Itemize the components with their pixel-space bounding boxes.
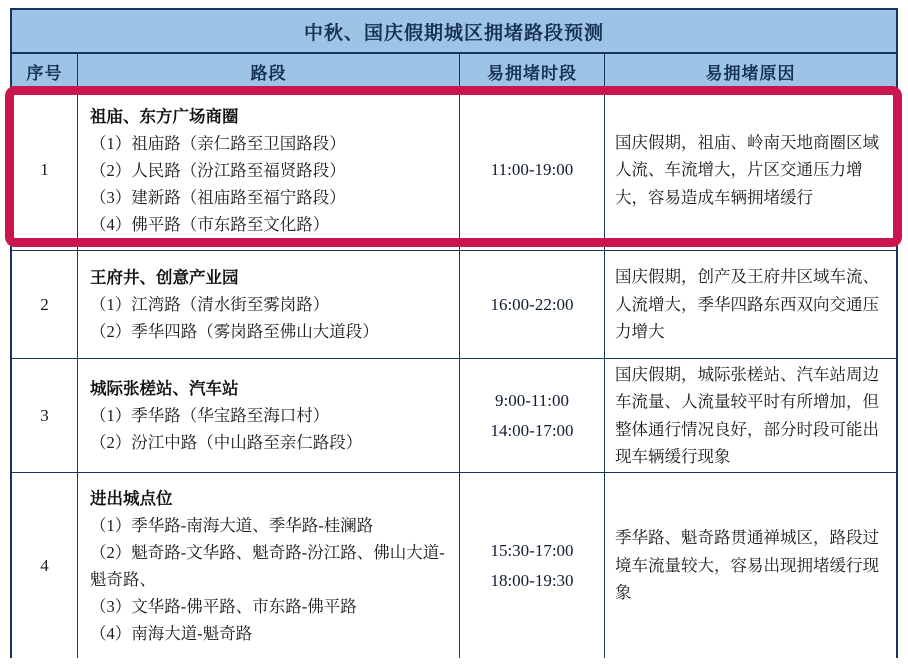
road-section-cell (78, 90, 460, 250)
reason-text: 国庆假期，城际张槎站、汽车站周边车流量、人流量较平时有所增加，但整体通行情况良好，部分时段可能出现车辆缓行现象 (615, 364, 879, 466)
time-range: 14:00-17:00 (490, 420, 574, 440)
column-header-time: 易拥堵时段 (460, 54, 605, 89)
congestion-forecast-table (10, 8, 898, 658)
road-line-item: （4）佛平路（市东路至文化路） (90, 214, 330, 234)
time-range: 18:00-19:30 (490, 570, 574, 590)
road-line-item: （2）人民路（汾江路至福贤路段） (90, 160, 346, 180)
congestion-time-cell (460, 90, 605, 250)
time-range: 9:00-11:00 (495, 390, 569, 410)
road-section-cell (78, 251, 460, 358)
time-range: 16:00-22:00 (490, 294, 574, 314)
table-row (12, 473, 896, 658)
road-section-cell (78, 359, 460, 472)
congestion-reason-cell (605, 473, 896, 658)
area-title: 城际张槎站、汽车站 (90, 379, 239, 398)
time-range: 15:30-17:00 (490, 540, 574, 560)
table-body (12, 90, 896, 658)
table-row (12, 359, 896, 473)
area-title: 王府井、创意产业园 (90, 268, 239, 287)
row-index-cell: 3 (12, 359, 78, 472)
row-index-cell: 1 (12, 90, 78, 250)
road-line-item: （4）南海大道-魁奇路 (90, 623, 253, 643)
congestion-time-cell (460, 473, 605, 658)
reason-text: 国庆假期，创产及王府井区域车流、人流增大，季华四路东西双向交通压力增大 (615, 267, 879, 342)
area-title: 祖庙、东方广场商圈 (90, 106, 239, 126)
column-header-no: 序号 (12, 54, 78, 89)
column-header-reason: 易拥堵原因 (705, 64, 796, 83)
table-row (12, 251, 896, 359)
table-row (12, 90, 896, 251)
road-line-item: （1）江湾路（清水街至雾岗路） (90, 295, 330, 314)
area-title: 进出城点位 (90, 488, 173, 508)
table-title: 中秋、国庆假期城区拥堵路段预测 (12, 10, 896, 54)
road-line-item: （2）季华四路（雾岗路至佛山大道段） (90, 322, 379, 341)
congestion-reason-cell (605, 251, 896, 358)
road-line-item: （3）文华路-佛平路、市东路-佛平路 (90, 596, 357, 616)
congestion-reason-cell (605, 90, 896, 250)
reason-text: 季华路、魁奇路贯通禅城区，路段过境车流量较大，容易出现拥堵缓行现象 (615, 528, 879, 603)
congestion-reason-cell (605, 359, 896, 472)
road-line-item: （3）建新路（祖庙路至福宁路段） (90, 187, 346, 207)
time-range: 11:00-19:00 (490, 160, 574, 179)
row-index-cell: 2 (12, 251, 78, 358)
column-header-road: 路段 (78, 54, 460, 89)
road-line-item: （1）季华路（华宝路至海口村） (90, 406, 330, 425)
reason-text: 国庆假期，祖庙、岭南天地商圈区域人流、车流增大，片区交通压力增大，容易造成车辆拥堵缓行 (615, 132, 879, 207)
road-line-item: （2）汾江中路（中山路至亲仁路段） (90, 433, 363, 452)
road-line-item: （2）魁奇路-文华路、魁奇路-汾江路、佛山大道-魁奇路、 (90, 542, 445, 589)
road-section-cell (78, 473, 460, 658)
congestion-time-cell (460, 251, 605, 358)
table-header-row (12, 54, 896, 90)
road-line-item: （1）祖庙路（亲仁路至卫国路段） (90, 133, 346, 153)
road-line-item: （1）季华路-南海大道、季华路-桂澜路 (90, 515, 374, 535)
congestion-time-cell (460, 359, 605, 472)
row-index-cell: 4 (12, 473, 78, 658)
